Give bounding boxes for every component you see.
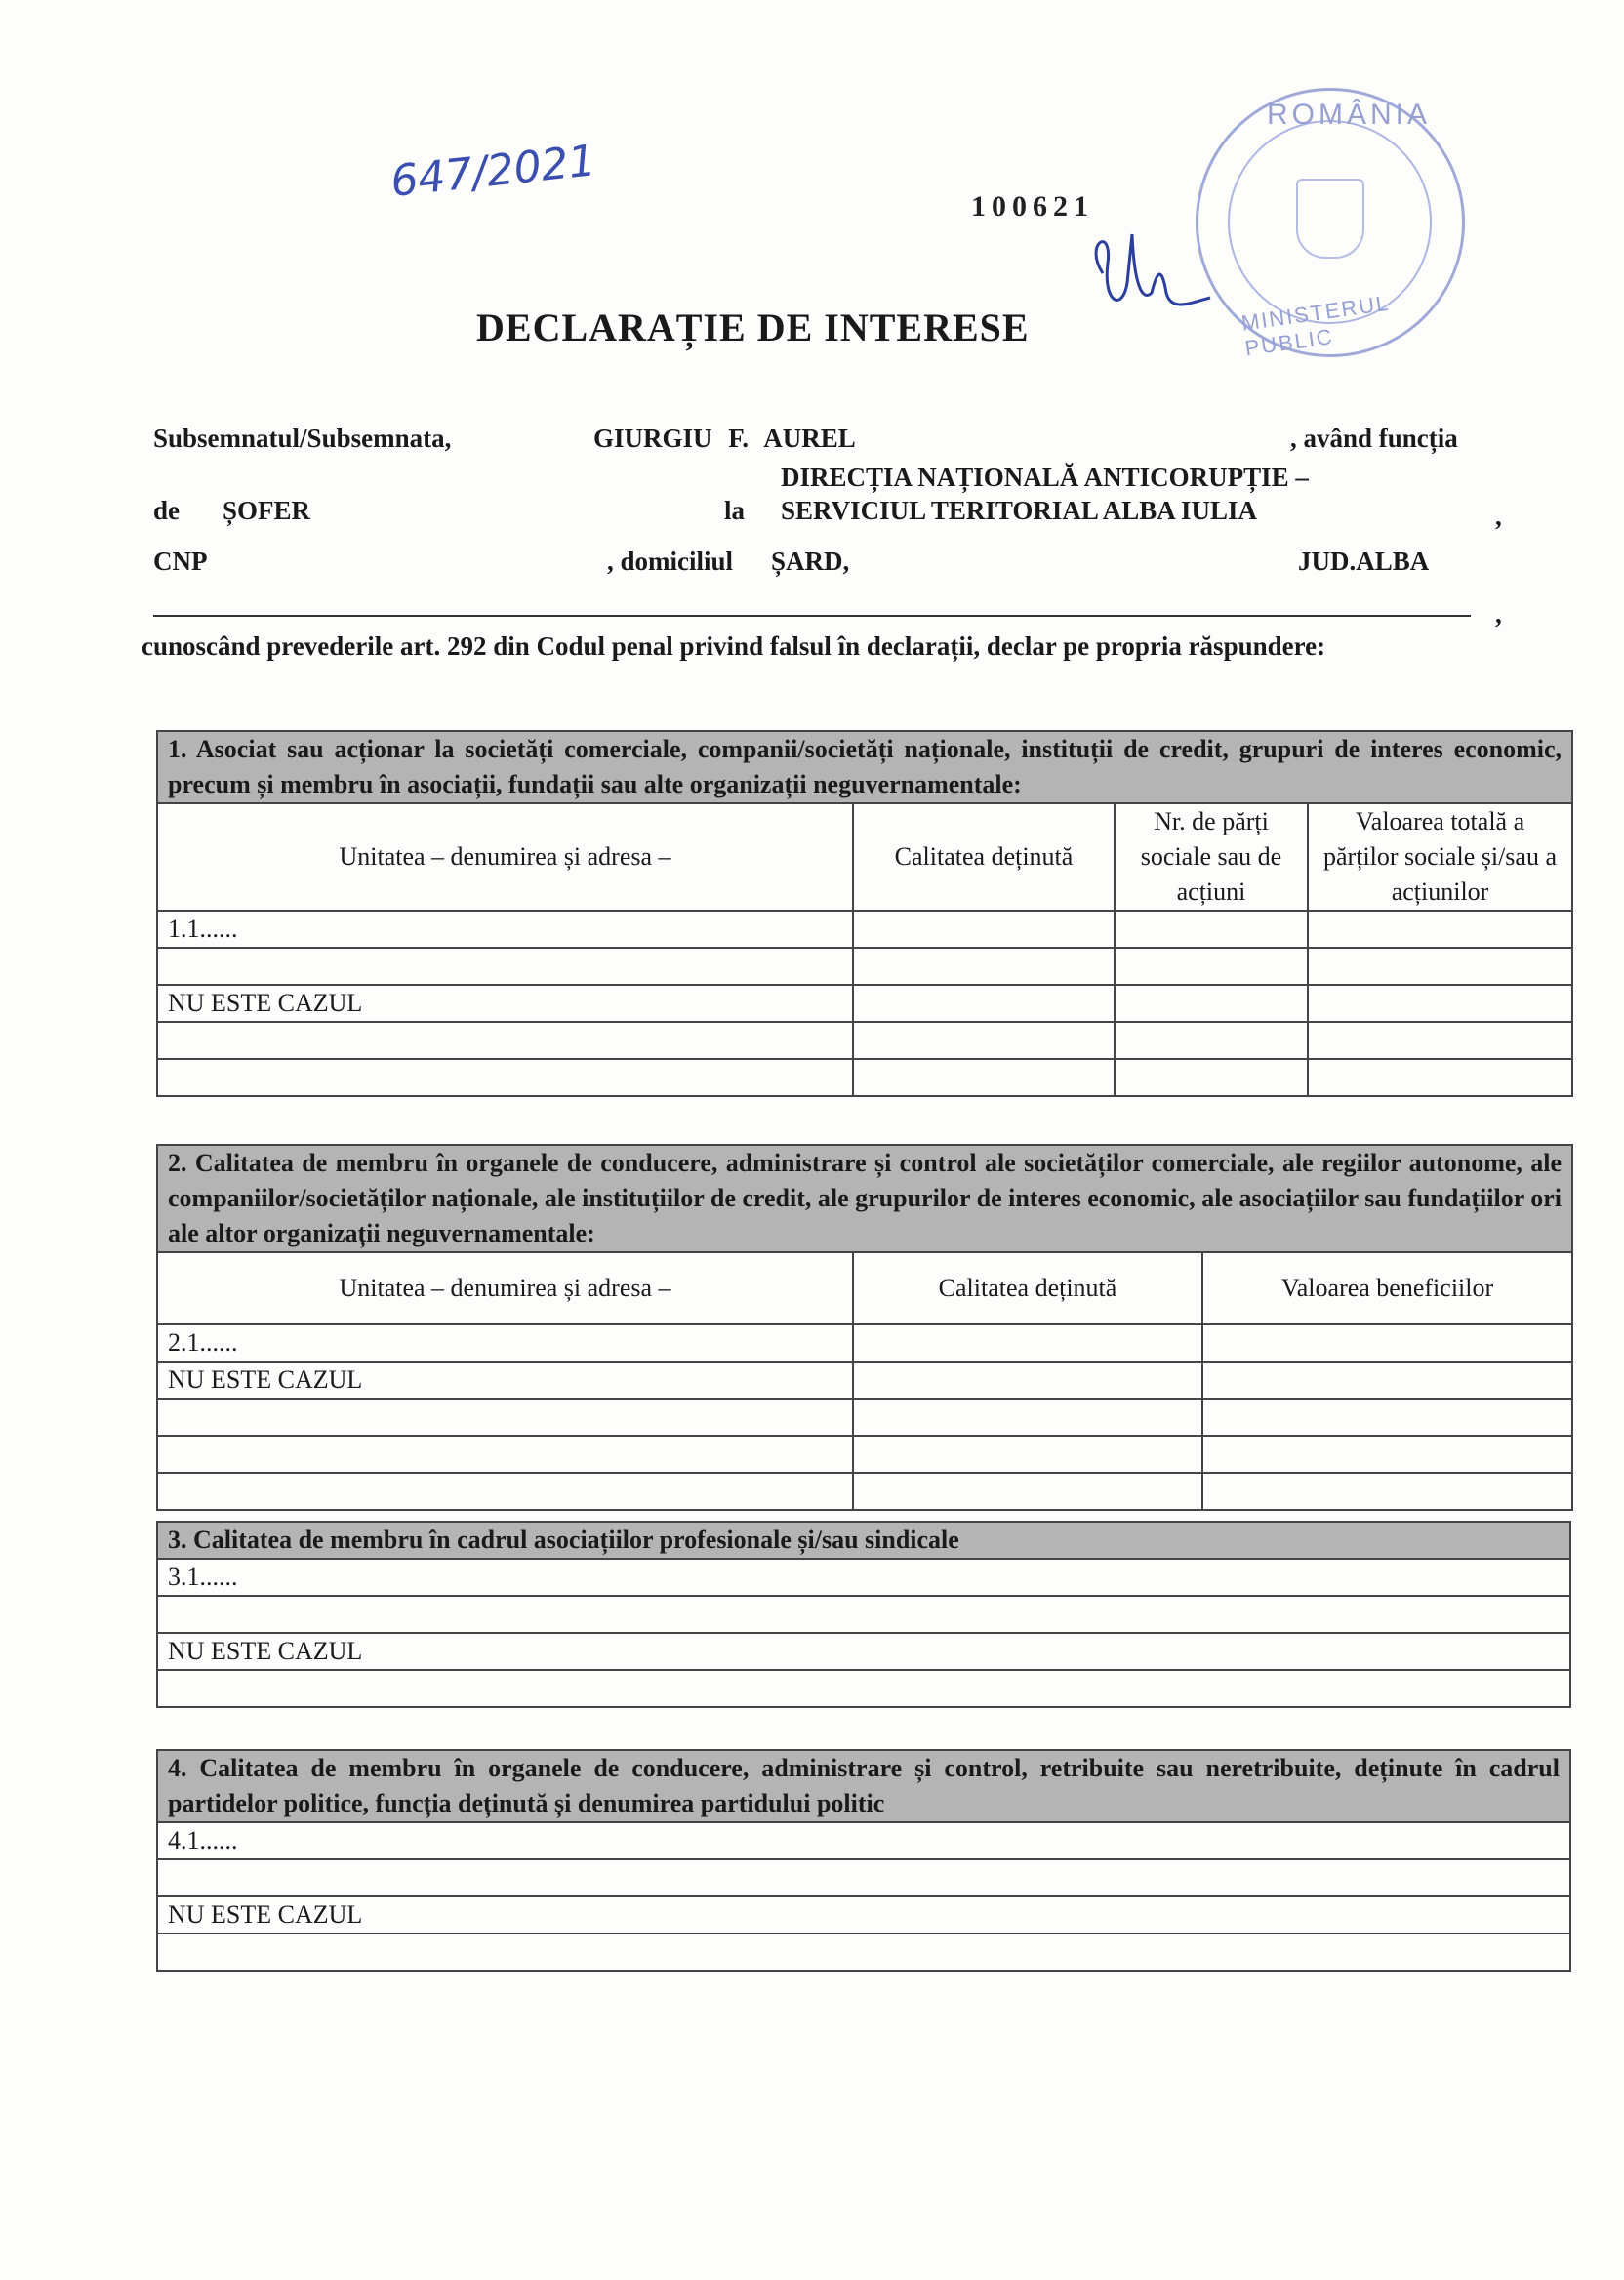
- document-title: DECLARAȚIE DE INTERESE: [476, 305, 1030, 349]
- institution-line1: DIRECȚIA NAȚIONALĂ ANTICORUPȚIE –: [781, 463, 1309, 492]
- section3-table: [156, 1521, 1571, 1708]
- section4-row2: [157, 1859, 1570, 1896]
- section1-row4: [157, 1022, 853, 1059]
- position-value: ȘOFER: [223, 496, 311, 525]
- section3-heading: 3. Calitatea de membru în cadrul asociațiilor profesionale și/sau sindicale: [157, 1522, 1570, 1559]
- section3-row1: 3.1......: [157, 1559, 1570, 1596]
- section1-table: [156, 730, 1573, 1097]
- section2-col-calitatea: Calitatea deținută: [853, 1252, 1202, 1324]
- declarant-name: GIURGIU F. AUREL: [593, 424, 856, 453]
- section1-col-unitatea: Unitatea – denumirea și adresa –: [157, 803, 853, 911]
- comma-2: ,: [1495, 599, 1502, 629]
- handwritten-number: 647/2021: [387, 136, 598, 207]
- section2-table: [156, 1144, 1573, 1511]
- de-label: de: [153, 496, 180, 525]
- section2-col-unitatea: Unitatea – denumirea și adresa –: [157, 1252, 853, 1324]
- section2-col-valoarea: Valoarea beneficiilor: [1202, 1252, 1572, 1324]
- section1-heading: 1. Asociat sau acționar la societăți comerciale, companii/societăți naționale, instituții de credit, grupuri de interes economic, precum și membru în asociații, fundații sau alte organizații neguvernamentale:: [157, 731, 1572, 803]
- section1-col-calitatea: Calitatea deținută: [853, 803, 1115, 911]
- section1-row5: [157, 1059, 853, 1096]
- section2-row1: 2.1......: [157, 1324, 853, 1362]
- section1-row1: 1.1......: [157, 911, 853, 948]
- avand-functia-label: , având funcția: [1290, 424, 1458, 453]
- section4-row4: [157, 1934, 1570, 1971]
- section2-heading: 2. Calitatea de membru în organele de conducere, administrare și control ale societăților comerciale, ale regiilor autonome, ale companiilor/societăților naționale, ale instituțiilor de credit, ale grupurilor de interes economic, ale asociațiilor sau fundațiilor ori ale altor organizații neguvernamentale:: [157, 1145, 1572, 1252]
- domiciliu-label: , domiciliul: [607, 547, 734, 576]
- declaration-text: cunoscând prevederile art. 292 din Codul penal privind falsul în declarații, declar pe propria răspundere:: [142, 631, 1326, 661]
- section2-row3: [157, 1399, 853, 1436]
- section2-row4: [157, 1436, 853, 1473]
- section1-col-nr-parti: Nr. de părți sociale sau de acțiuni: [1115, 803, 1308, 911]
- county-value: JUD.ALBA: [1298, 547, 1430, 576]
- locality-value: ȘARD,: [771, 547, 850, 576]
- section4-row3: NU ESTE CAZUL: [157, 1896, 1570, 1934]
- official-seal: [1196, 88, 1465, 361]
- section3-row4: [157, 1670, 1570, 1707]
- section4-row1: 4.1......: [157, 1822, 1570, 1859]
- la-label: la: [724, 496, 746, 525]
- seal-crest: [1296, 179, 1364, 259]
- address-line: [153, 615, 1471, 617]
- registration-number: 100621: [971, 190, 1094, 223]
- subsemnatul-label: Subsemnatul/Subsemnata,: [153, 424, 452, 453]
- seal-text-bottom: MINISTERUL PUBLIC: [1239, 290, 1391, 361]
- section1-row2: [157, 948, 853, 985]
- section2-row2: NU ESTE CAZUL: [157, 1362, 853, 1399]
- section3-row2: [157, 1596, 1570, 1633]
- section3-row3: NU ESTE CAZUL: [157, 1633, 1570, 1670]
- section4-heading: 4. Calitatea de membru în organele de conducere, administrare și control, retribuite sau neretribuite, deținute în cadrul partidelor politice, funcția deținută și denumirea partidului politic: [157, 1750, 1570, 1822]
- comma-1: ,: [1495, 502, 1502, 531]
- cnp-label: CNP: [153, 547, 208, 576]
- section4-table: [156, 1749, 1571, 1972]
- section2-row5: [157, 1473, 853, 1510]
- section1-row3: NU ESTE CAZUL: [157, 985, 853, 1022]
- section1-col-valoarea: Valoarea totală a părților sociale și/sau a acțiunilor: [1308, 803, 1572, 911]
- seal-text-top: ROMÂNIA: [1267, 99, 1432, 131]
- institution-line2: SERVICIUL TERITORIAL ALBA IULIA: [781, 496, 1257, 525]
